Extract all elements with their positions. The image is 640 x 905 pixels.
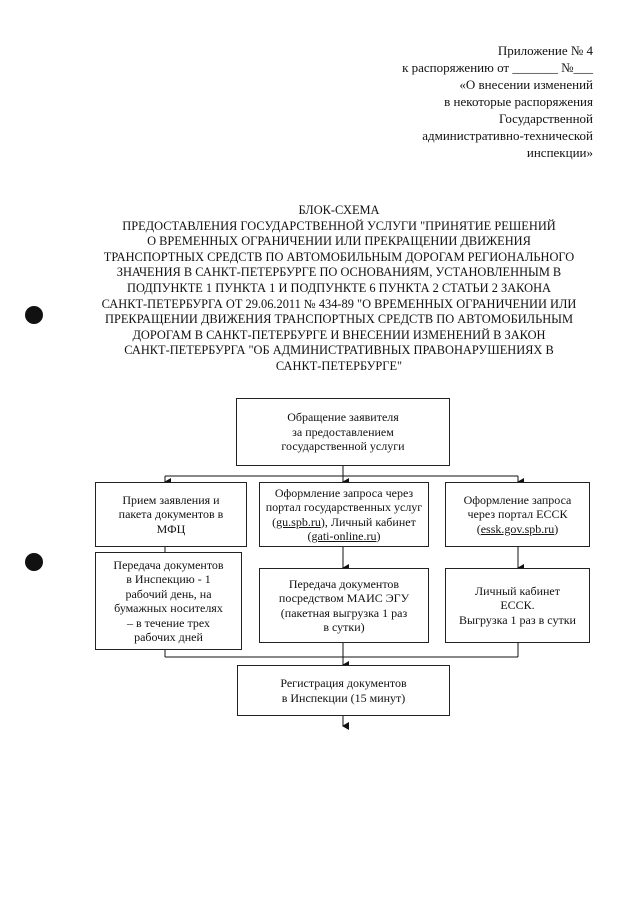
appendix-line: к распоряжению от _______ №___ (402, 60, 593, 75)
box-line: пакета документов в (118, 507, 224, 522)
box-line: рабочих дней (134, 630, 203, 644)
title-heading: БЛОК-СХЕМА (298, 203, 380, 217)
transfer-mais-box (259, 568, 429, 643)
box-line: Передача документов (113, 557, 224, 572)
box-line: Личный кабинет (474, 583, 560, 598)
registration-box (237, 665, 450, 716)
title-line: ПРЕДОСТАВЛЕНИЯ ГОСУДАРСТВЕННОЙ УСЛУГИ "ПРИНЯТИЕ РЕШЕНИЙ (122, 218, 556, 233)
title-line: САНКТ-ПЕТЕРБУРГА "ОБ АДМИНИСТРАТИВНЫХ ПРАВОНАРУШЕНИЯХ В (124, 343, 554, 358)
gu-spb-link[interactable]: gu.spb.ru (276, 514, 321, 529)
box-line: Оформление запроса (463, 492, 572, 507)
appendix-line: Приложение № 4 (497, 43, 593, 58)
box-line: Прием заявления и (122, 492, 220, 507)
box-line: Регистрация документов (280, 676, 407, 690)
box-line: (пакетная выгрузка 1 раз (280, 605, 408, 620)
box-line: в Инспекции (15 минут) (281, 690, 406, 705)
box-line: Обращение заявителя (287, 410, 399, 425)
appendix-line: Государственной (498, 111, 593, 126)
essk-box (445, 482, 590, 547)
essk-link[interactable]: essk.gov.spb.ru (480, 521, 555, 536)
appendix-line: административно-технической (422, 128, 593, 143)
box-line: государственной услуги (281, 439, 405, 454)
box-line: ЕССК. (500, 598, 535, 613)
title-line: ПРЕКРАЩЕНИИ ДВИЖЕНИЯ ТРАНСПОРТНЫХ СРЕДСТВ ПО АВТОМОБИЛЬНЫМ (105, 312, 573, 327)
box-line: МФЦ (156, 521, 186, 536)
box-line: в сутки) (323, 620, 365, 634)
start-box (236, 398, 450, 466)
appendix-line: инспекции» (526, 145, 593, 160)
box-line: – в течение трех (126, 615, 211, 630)
box-line: Передача документов (288, 576, 400, 591)
title-line: САНКТ-ПЕТЕРБУРГА ОТ 29.06.2011 № 434-89 "О ВРЕМЕННЫХ ОГРАНИЧЕНИИ ИЛИ (101, 296, 577, 311)
portal-box (259, 482, 429, 547)
box-line: Оформление запроса через (274, 485, 414, 500)
gati-online-link[interactable]: gati-online.ru (311, 529, 377, 543)
box-line: рабочий день, на (125, 586, 212, 601)
transfer-paper-box (95, 552, 242, 650)
box-line: (gu.spb.ru), Личный кабинет (272, 514, 416, 529)
box-line: Выгрузка 1 раз в сутки (459, 612, 576, 627)
appendix-line: в некоторые распоряжения (444, 94, 593, 109)
title-line: ДОРОГАМ В САНКТ-ПЕТЕРБУРГЕ И ВНЕСЕНИИ ИЗМЕНЕНИЙ В ЗАКОН (132, 327, 546, 342)
title-line: О ВРЕМЕННЫХ ОГРАНИЧЕНИИ ИЛИ ПРЕКРАЩЕНИИ ДВИЖЕНИЯ (147, 234, 531, 249)
appendix-line: «О внесении изменений (459, 77, 593, 92)
box-line: посредством МАИС ЭГУ (278, 591, 410, 605)
title-line: САНКТ-ПЕТЕРБУРГЕ" (275, 358, 403, 373)
box-line: (essk.gov.spb.ru) (476, 521, 559, 536)
box-line: портал государственных услуг (265, 500, 423, 514)
title-line: ПОДПУНКТЕ 1 ПУНКТА 1 И ПОДПУНКТЕ 6 ПУНКТА 2 СТАТЬИ 2 ЗАКОНА (127, 280, 551, 295)
box-line: бумажных носителях (114, 601, 223, 615)
box-line: через портал ЕССК (467, 507, 568, 522)
title-line: ЗНАЧЕНИЯ В САНКТ-ПЕТЕРБУРГЕ ПО ОСНОВАНИЯМ, УСТАНОВЛЕННЫМ В (116, 265, 562, 280)
mfc-box (95, 482, 247, 547)
title-line: ТРАНСПОРТНЫХ СРЕДСТВ ПО АВТОМОБИЛЬНЫМ ДОРОГАМ РЕГИОНАЛЬНОГО (103, 249, 575, 264)
box-line: за предоставлением (292, 424, 394, 439)
essk-cabinet-box (445, 568, 590, 643)
box-line: (gati-online.ru) (307, 529, 381, 543)
box-text: ), Личный кабинет (320, 514, 416, 529)
box-line: в Инспекцию - 1 (126, 572, 211, 586)
